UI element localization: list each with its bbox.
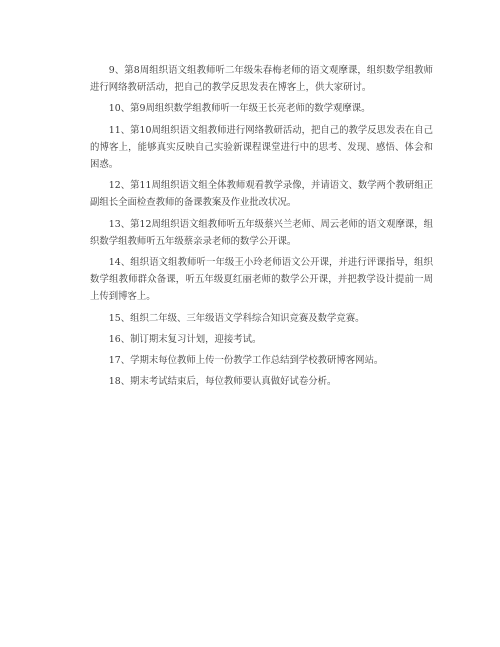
paragraph-item-10: 10、第9周组织数学组教师听一年级王长亮老师的数学观摩课。 xyxy=(108,103,371,115)
paragraph-item-16: 16、制订期末复习计划，迎接考试。 xyxy=(108,333,262,345)
paragraph-item-9: 9、第8周组织语文组教师听二年级朱春梅老师的语文观摩课，组织数学组教师进行网络教研活动，把自己的教学反思发表在博客上，供大家研讨。 xyxy=(90,65,433,94)
paragraph-item-15: 15、组织二年级、三年级语文学科综合知识竞赛及数学竞赛。 xyxy=(108,312,365,324)
document-body xyxy=(90,62,433,394)
paragraph-item-18: 18、期末考试结束后，每位教师要认真做好试卷分析。 xyxy=(108,376,337,388)
paragraph-item-14: 14、组织语文组教师听一年级王小玲老师语文公开课，并进行评课指导，组织数学组教师群众备课，听五年级夏红丽老师的数学公开课，并把教学设计提前一周上传到博客上。 xyxy=(90,257,433,303)
paragraph-item-17: 17、学期末每位教师上传一份教学工作总结到学校教研博客网站。 xyxy=(108,355,384,367)
paragraph-item-12: 12、第11周组织语文组全体教师观看教学录像，并请语文、数学两个教研组正副组长全面检查教师的备课教案及作业批改状况。 xyxy=(90,180,433,209)
paragraph-item-11: 11、第10周组织语文组教师进行网络教研活动，把自己的教学反思发表在自己的博客上，能够真实反映自己实验新课程课堂进行中的思考、发现、感悟、体会和困惑。 xyxy=(90,124,433,171)
paragraph-item-13: 13、第12周组织语文组教师听五年级蔡兴兰老师、周云老师的语文观摩课，组织数学组教师听五年级蔡亲录老师的数学公开课。 xyxy=(90,218,433,247)
